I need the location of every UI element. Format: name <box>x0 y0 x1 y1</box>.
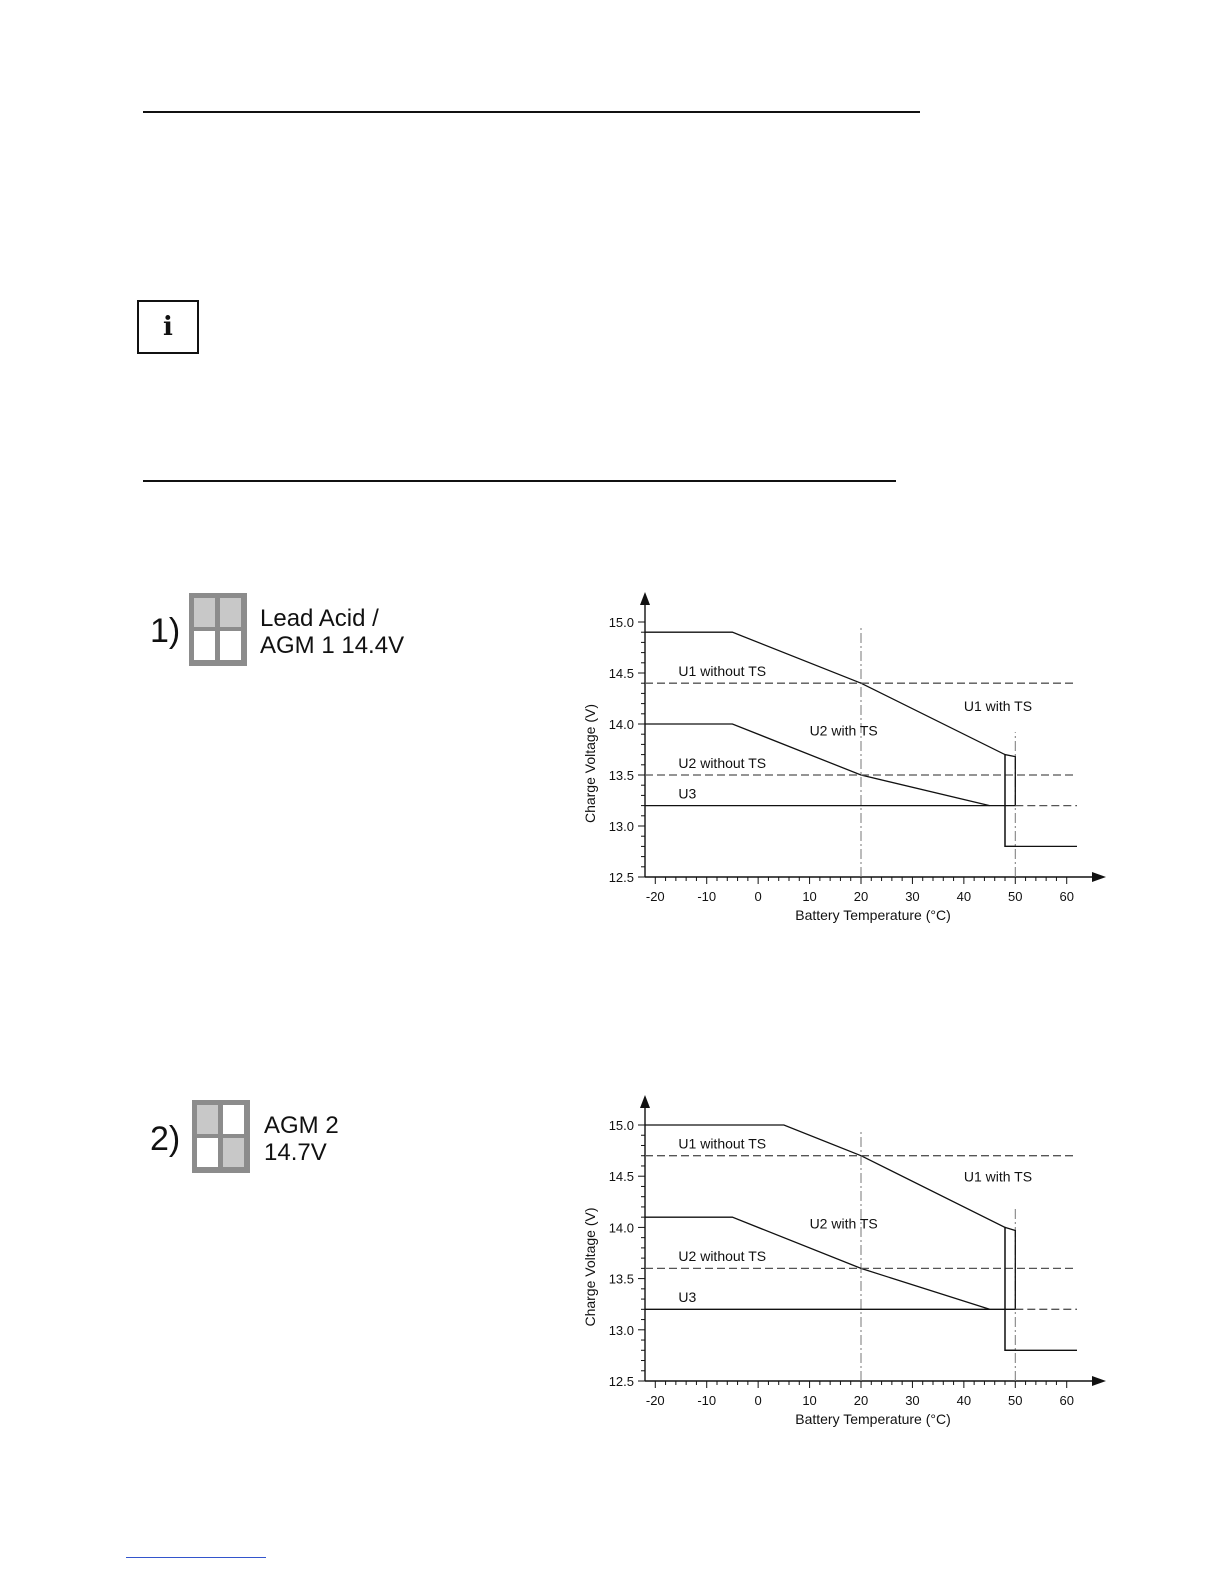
x-tick-label: 10 <box>802 889 817 904</box>
x-tick-label: 20 <box>853 1393 869 1408</box>
mode-2-number: 2) <box>150 1120 181 1158</box>
annotation-u2-without-ts: U2 without TS <box>678 1248 767 1265</box>
y-axis-label: Charge Voltage (V) <box>582 703 598 824</box>
annotation-u3: U3 <box>678 785 697 802</box>
x-tick-label: -20 <box>645 1393 665 1408</box>
y-tick-label: 12.5 <box>608 870 634 885</box>
mode-1-label-line-2: AGM 1 14.4V <box>260 632 405 659</box>
y-tick-label: 14.0 <box>608 717 634 732</box>
y-tick-label: 13.5 <box>608 768 634 783</box>
annotation-u2-without-ts: U2 without TS <box>678 754 767 771</box>
x-tick-label: 10 <box>802 1393 817 1408</box>
annotation-u2-with-ts: U2 with TS <box>809 722 878 739</box>
y-axis-arrow <box>640 592 650 605</box>
x-tick-label: 50 <box>1008 889 1023 904</box>
y-axis-label: Charge Voltage (V) <box>582 1207 598 1327</box>
y-tick-label: 13.0 <box>608 819 634 834</box>
annotation-u1-with-ts: U1 with TS <box>963 1168 1033 1185</box>
y-tick-label: 15.0 <box>608 615 634 630</box>
y-tick-label: 13.5 <box>608 1271 634 1287</box>
annotation-u3: U3 <box>678 1289 697 1306</box>
annotation-u1-without-ts: U1 without TS <box>678 1135 767 1152</box>
x-tick-label: 20 <box>853 889 869 904</box>
mode-1-number: 1) <box>150 612 181 650</box>
x-tick-label: 50 <box>1008 1393 1023 1408</box>
x-tick-label: 60 <box>1059 1393 1074 1408</box>
info-glyph: i <box>163 312 173 342</box>
x-tick-label: 30 <box>905 1393 920 1408</box>
annotation-u1-without-ts: U1 without TS <box>678 663 767 680</box>
x-tick-label: 60 <box>1059 889 1074 904</box>
x-tick-label: 30 <box>905 889 920 904</box>
x-axis-label: Battery Temperature (°C) <box>795 1411 951 1427</box>
mode-1-label-line-1: Lead Acid / <box>260 605 379 632</box>
x-tick-label: 40 <box>956 889 972 904</box>
x-tick-label: 0 <box>754 1393 762 1408</box>
x-tick-label: -10 <box>697 1393 717 1408</box>
y-tick-label: 13.0 <box>608 1322 634 1338</box>
x-tick-label: -20 <box>645 889 665 904</box>
x-tick-label: 0 <box>754 889 762 904</box>
y-tick-label: 15.0 <box>608 1118 634 1133</box>
x-tick-label: 40 <box>956 1393 972 1408</box>
annotation-u2-with-ts: U2 with TS <box>809 1215 878 1232</box>
y-tick-label: 14.5 <box>608 666 634 681</box>
mode-2-label-line-1: AGM 2 <box>264 1112 339 1139</box>
x-axis-label: Battery Temperature (°C) <box>795 907 951 923</box>
x-axis-arrow <box>1092 872 1106 882</box>
y-tick-label: 14.0 <box>608 1220 634 1236</box>
footer-underline <box>126 1557 266 1558</box>
y-tick-label: 14.5 <box>608 1169 634 1185</box>
y-tick-label: 12.5 <box>608 1374 634 1389</box>
annotation-u1-with-ts: U1 with TS <box>963 697 1033 714</box>
mode-2-label-line-2: 14.7V <box>264 1139 327 1166</box>
x-tick-label: -10 <box>697 889 717 904</box>
